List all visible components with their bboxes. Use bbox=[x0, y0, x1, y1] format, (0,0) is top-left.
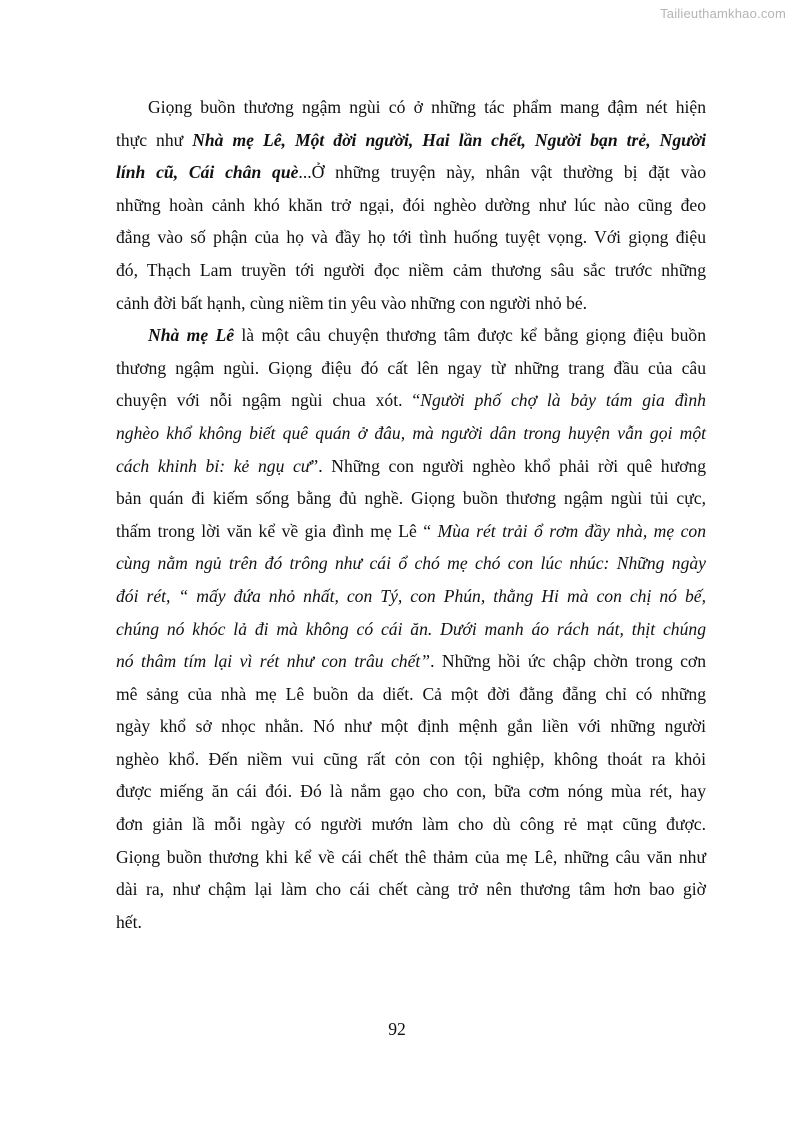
quotation: Mùa rét trải ổ rơm đầy nhà, mẹ con bbox=[437, 520, 707, 541]
text-line bbox=[116, 547, 706, 580]
text-run: đẳng vào số phận của họ và đầy họ tới tình huống tuyệt vọng. Với giọng điệu bbox=[116, 227, 706, 248]
quotation: cùng nằm ngủ trên đó trông như cái ổ chó mẹ chó con lúc nhúc: Những ngày bbox=[116, 553, 706, 574]
text-line bbox=[116, 613, 706, 646]
text-run: ...Ở những truyện này, nhân vật thường bị đặt vào bbox=[298, 162, 706, 183]
text-run: . Những hồi ức chập chờn trong cơn bbox=[430, 651, 706, 672]
text-run: ngày khổ sở nhọc nhằn. Nó như một định mệnh gắn liền với những người bbox=[116, 716, 706, 737]
text-run: Giọng buồn thương khi kể về cái chết thê thảm của mẹ Lê, những câu văn như bbox=[116, 846, 706, 867]
paragraph bbox=[116, 319, 706, 938]
text-line bbox=[116, 482, 706, 515]
text-line bbox=[116, 743, 706, 776]
text-run: đơn giản lầ mỗi ngày có người mướn làm cho dù công rẻ mạt cũng được. bbox=[116, 814, 706, 835]
title-emphasis: Nhà mẹ Lê, Một đời người, Hai lần chết, Người bạn trẻ, Người bbox=[192, 129, 706, 150]
text-run: Giọng buồn thương ngậm ngùi có ở những tác phẩm mang đậm nét hiện bbox=[148, 97, 706, 117]
text-line bbox=[116, 678, 706, 711]
text-run: mê sảng của nhà mẹ Lê buồn da diết. Cả một đời đằng đẵng chỉ có những bbox=[116, 683, 706, 704]
text-run: là một câu chuyện thương tâm được kể bằng giọng điệu buồn bbox=[234, 325, 706, 346]
text-line bbox=[116, 319, 706, 352]
text-line bbox=[116, 91, 706, 124]
quotation: Người phố chợ là bảy tám gia đình bbox=[420, 390, 706, 411]
text-line bbox=[116, 287, 706, 320]
text-run: cảnh đời bất hạnh, cùng niềm tin yêu vào những con người nhỏ bé. bbox=[116, 292, 588, 313]
text-run: thấm trong lời văn kể về gia đình mẹ Lê “ bbox=[116, 520, 438, 541]
quotation: chúng nó khóc lả đi mà không có cái ăn. Dưới manh áo rách nát, thịt chúng bbox=[116, 618, 706, 639]
text-run: thương ngậm ngùi. Giọng điệu đó cất lên ngay từ những trang đầu của câu bbox=[116, 357, 706, 378]
text-run: ”. Những con người nghèo khổ phải rời quê hương bbox=[310, 455, 706, 476]
text-line bbox=[116, 450, 706, 483]
text-line bbox=[116, 808, 706, 841]
quotation: cách khinh bỉ: kẻ ngụ cư bbox=[116, 455, 311, 476]
text-line bbox=[116, 580, 706, 613]
text-line bbox=[116, 906, 706, 939]
quotation: đói rét, “ mấy đứa nhỏ nhất, con Tý, con Phún, thằng Hi mà con chị nó bế, bbox=[116, 585, 706, 606]
text-run: chuyện với nỗi ngậm ngùi chua xót. “ bbox=[116, 390, 421, 411]
text-run: dài ra, như chậm lại làm cho cái chết càng trở nên thương tâm hơn bao giờ bbox=[116, 879, 706, 900]
quotation: nó thâm tím lại vì rét như con trâu chết” bbox=[116, 651, 431, 672]
body-text bbox=[116, 91, 706, 938]
text-line bbox=[116, 352, 706, 385]
text-line bbox=[116, 254, 706, 287]
text-line bbox=[116, 189, 706, 222]
quotation: nghèo khổ không biết quê quán ở đâu, mà người dân trong huyện vẫn gọi một bbox=[116, 422, 706, 443]
text-line bbox=[116, 873, 706, 906]
title-emphasis: Nhà mẹ Lê bbox=[148, 325, 235, 346]
text-line bbox=[116, 710, 706, 743]
watermark: Tailieuthamkhao.com bbox=[660, 6, 786, 21]
text-line bbox=[116, 775, 706, 808]
text-run: bản quán đi kiếm sống bằng đủ nghề. Giọng buồn thương ngậm ngùi tủi cực, bbox=[116, 488, 706, 509]
text-line bbox=[116, 221, 706, 254]
text-line bbox=[116, 156, 706, 189]
text-line bbox=[116, 417, 706, 450]
text-line bbox=[116, 841, 706, 874]
text-run: thực như bbox=[116, 129, 193, 150]
title-emphasis: lính cũ, Cái chân què bbox=[116, 162, 299, 183]
text-line bbox=[116, 124, 706, 157]
text-run: hết. bbox=[116, 911, 142, 932]
text-run: đó, Thạch Lam truyền tới người đọc niềm cảm thương sâu sắc trước những bbox=[116, 259, 706, 280]
text-run: những hoàn cảnh khó khăn trở ngại, đói nghèo dường như lúc nào cũng đeo bbox=[116, 194, 706, 215]
text-run: nghèo khổ. Đến niềm vui cũng rất cỏn con tội nghiệp, không thoát ra khỏi bbox=[116, 748, 706, 769]
page-number: 92 bbox=[388, 1019, 406, 1039]
text-line bbox=[116, 515, 706, 548]
text-run: được miếng ăn cái đói. Đó là nắm gạo cho con, bữa cơm nóng mùa rét, hay bbox=[116, 781, 706, 802]
text-line bbox=[116, 645, 706, 678]
text-line bbox=[116, 384, 706, 417]
paragraph bbox=[116, 91, 706, 319]
